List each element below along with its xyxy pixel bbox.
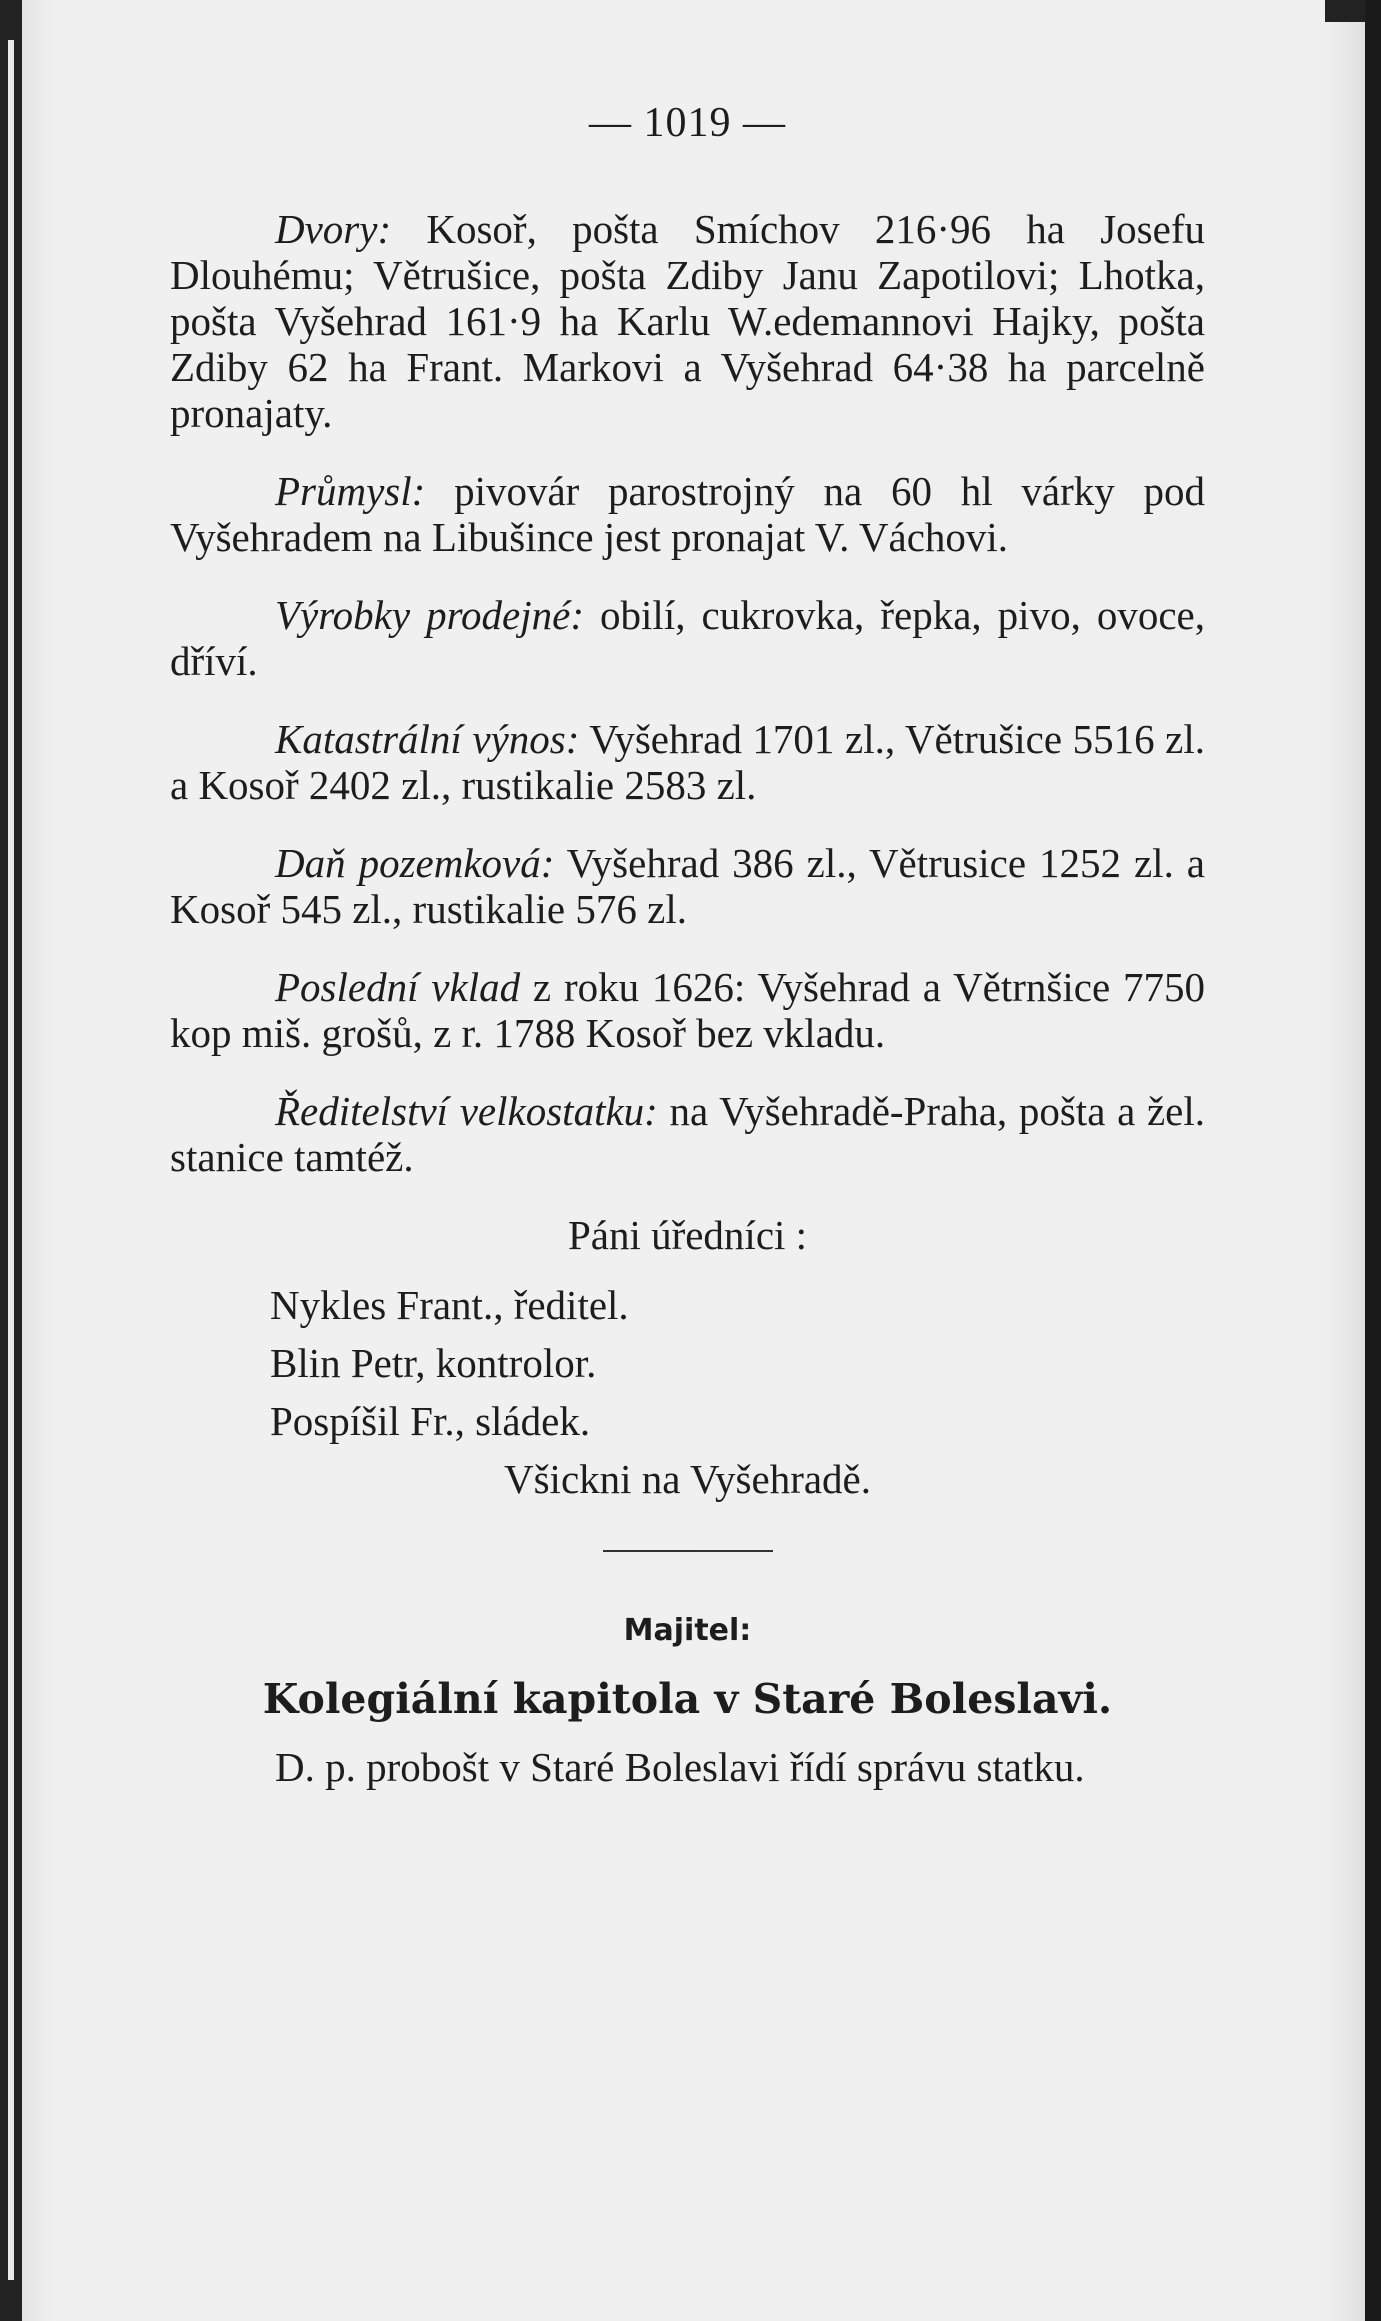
paragraph-text: Vyšehrad 1701 zl., Větrušice 5516 zl. a Kosoř 2402 zl., rustikalie 2583 zl. [170,716,1206,808]
paragraph-label: Katastrální výnos: [275,716,580,762]
paragraph-vyrobky [170,592,1205,684]
paragraph-text: pivovár parostrojný na 60 hl várky pod Vyšehradem na Libušince jest pronajat V. Váchovi. [170,468,1205,560]
paragraph-dan-pozemkova [170,840,1205,932]
paragraph-label: Daň pozemková: [275,840,555,886]
paragraph-text: z roku 1626: Vyšehrad a Větrnšice 7750 kop miš. grošů, z r. 1788 Kosoř bez vkladu. [170,964,1205,1056]
paragraph-posledni-vklad [170,964,1205,1056]
page-number: — 1019 — [589,100,786,146]
section-divider [603,1550,773,1552]
owner-label: Majitel: [623,1613,752,1648]
paragraph-text: na Vyšehradě-Praha, pošta a žel. stanice tamtéž. [170,1088,1205,1180]
paragraph-text: Kosoř, pošta Smíchov 216·96 ha Josefu Dlouhému; Větrušice, pošta Zdiby Janu Zapotilovi; Lhotka, pošta Vyšehrad 161·9 ha Karlu W.edemannovi Hajky, pošta Zdiby 62 ha Frant. Markovi a Vyšehrad 64·38 ha parcelně pronajaty. [170,206,1205,436]
official-item: Pospíšil Fr., sládek. [270,1398,591,1444]
officials-heading: Páni úředníci : [567,1212,808,1258]
paragraph-text: obilí, cukrovka, řepka, pivo, ovoce, dříví. [170,592,1206,684]
paragraph-text: Vyšehrad 386 zl., Větrusice 1252 zl. a Kosoř 545 zl., rustikalie 576 zl. [170,840,1205,932]
paragraph-prumysl [170,468,1205,560]
paragraph-label: Dvory: [275,206,392,252]
scan-edge-left-strip [8,40,14,2280]
scan-edge-right [1365,0,1381,2321]
scan-edge-top-right [1325,0,1365,22]
paragraph-reditelstvi [170,1088,1205,1180]
page-content [170,100,1205,1822]
owner-name: Kolegiální kapitola v Staré Boleslavi. [262,1675,1113,1723]
officials-note: Všickni na Vyšehradě. [503,1456,872,1502]
paragraph-label: Výrobky prodejné: [275,592,584,638]
paragraph-label: Ředitelství velkostatku: [275,1088,658,1134]
closing-paragraph: D. p. probošt v Staré Boleslavi řídí správu statku. [275,1744,1085,1790]
official-item: Nykles Frant., ředitel. [270,1282,629,1328]
paragraph-katastralni-vynos [170,716,1205,808]
official-item: Blin Petr, kontrolor. [270,1340,597,1386]
paragraph-label: Průmysl: [275,468,426,514]
paragraph-label: Poslední vklad [275,964,521,1010]
officials-list [270,1282,1205,1444]
paragraph-dvory [170,206,1205,436]
